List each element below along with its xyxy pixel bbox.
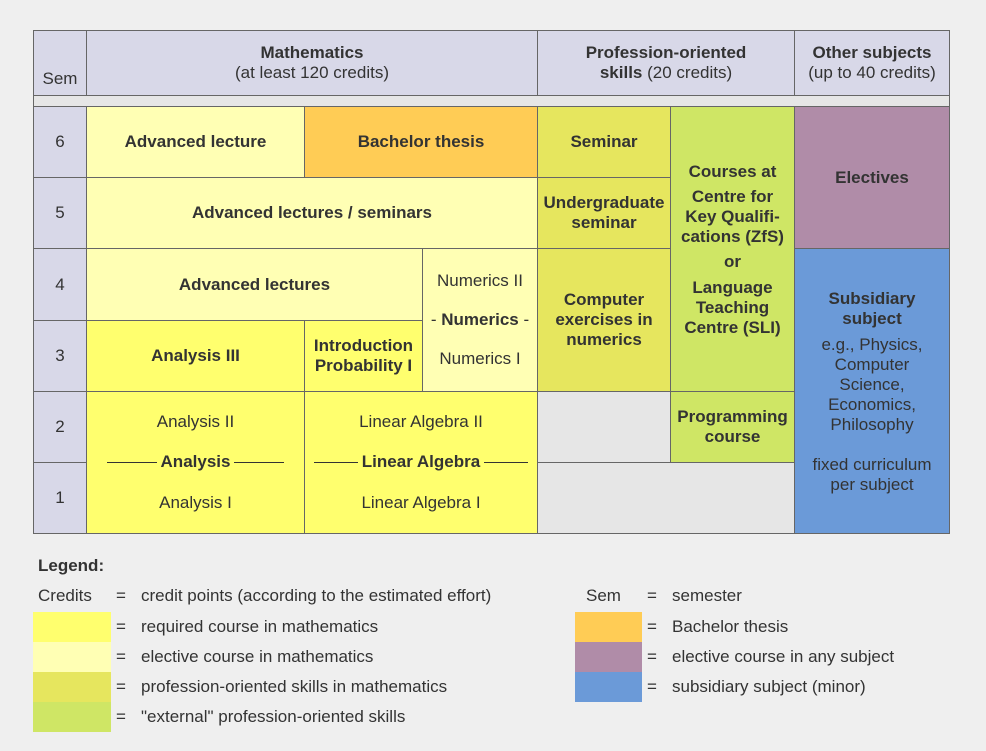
legend-credits-key: Credits <box>38 586 92 605</box>
legend-title: Legend: <box>38 556 105 575</box>
bachelor-thesis-label: Bachelor thesis <box>357 132 485 151</box>
header-sem <box>33 30 87 96</box>
sem-4 <box>33 248 87 321</box>
header-prof-sub: (20 credits) <box>642 63 733 82</box>
empty-cell-1 <box>537 462 795 534</box>
programming-course-cell <box>670 391 795 463</box>
analysis-dash-left <box>107 462 157 463</box>
subsidiary-eg1: e.g., Physics, <box>821 335 923 354</box>
subsidiary-fixed2: per subject <box>830 475 914 494</box>
intro-probability-cell <box>304 320 423 392</box>
sem-3 <box>33 320 87 392</box>
numerics-title: Numerics <box>441 309 519 329</box>
analysis-dash-right <box>234 462 284 463</box>
advanced-lecture-label: Advanced lecture <box>124 132 267 151</box>
legend-sem-key: Sem <box>586 586 621 605</box>
zfs-line7: Centre (SLI) <box>684 318 781 337</box>
legend-sem-val: semester <box>672 586 742 605</box>
zfs-line2: Centre for <box>691 187 774 206</box>
bachelor-thesis-cell <box>304 106 538 178</box>
ug-seminar-line1: Undergraduate <box>543 193 665 212</box>
analysis-iii-cell <box>86 320 305 392</box>
sem-6-label: 6 <box>55 132 65 151</box>
intro-prob-line2: Probability I <box>314 356 413 375</box>
legend-eq-8: = <box>647 647 657 666</box>
adv-lectures-seminars-label: Advanced lectures / seminars <box>191 203 432 222</box>
sem-4-label: 4 <box>55 274 65 294</box>
advanced-lectures-cell <box>86 248 423 321</box>
comp-ex-line1: Computer <box>563 290 645 309</box>
analysis-ii-label: Analysis II <box>156 412 235 432</box>
linalg-dash-left <box>314 462 358 463</box>
analysis-cell <box>86 391 305 534</box>
legend-subsidiary: subsidiary subject (minor) <box>672 677 866 696</box>
advanced-lectures-label: Advanced lectures <box>178 274 331 294</box>
linalg-ii-label: Linear Algebra II <box>359 412 483 432</box>
zfs-line1: Courses at <box>688 162 777 181</box>
header-other-title: Other subjects <box>812 43 932 62</box>
subsidiary-line2: subject <box>842 309 902 328</box>
subsidiary-fixed1: fixed curriculum <box>812 455 932 474</box>
linear-algebra-cell <box>304 391 538 534</box>
header-prof-title: Profession-oriented <box>585 43 747 62</box>
intro-prob-line1: Introduction <box>313 336 414 355</box>
legend-swatch-subsidiary <box>575 672 642 702</box>
programming-line1: Programming <box>677 407 788 426</box>
zfs-line5: Language <box>692 278 773 297</box>
legend-swatch-prof-math <box>33 672 111 702</box>
sem-1-label: 1 <box>55 488 65 507</box>
header-mathematics <box>86 30 538 96</box>
subsidiary-line1: Subsidiary <box>828 289 916 308</box>
sem-5 <box>33 177 87 249</box>
header-other <box>794 30 950 96</box>
sem-2-label: 2 <box>55 417 65 436</box>
seminar-label: Seminar <box>570 132 638 151</box>
analysis-group <box>103 452 289 472</box>
seminar-cell <box>537 106 671 178</box>
legend-external: "external" profession-oriented skills <box>141 707 406 726</box>
header-sem-label: Sem <box>42 69 78 88</box>
legend-eq-5: = <box>116 677 126 696</box>
adv-lectures-seminars-cell <box>86 177 538 249</box>
sem-3-label: 3 <box>55 346 65 365</box>
numerics-cell <box>422 248 538 392</box>
subsidiary-eg2: Computer <box>834 355 910 374</box>
subsidiary-eg4: Economics, <box>828 395 916 414</box>
legend-eq-6: = <box>116 707 126 726</box>
sem-6 <box>33 106 87 178</box>
legend-swatch-any <box>575 642 642 672</box>
legend-eq-2: = <box>647 586 657 605</box>
electives-label: Electives <box>835 168 909 187</box>
analysis-i-label: Analysis I <box>159 492 232 512</box>
programming-line2: course <box>704 427 761 446</box>
legend-prof-math: profession-oriented skills in mathematics <box>141 677 448 696</box>
subsidiary-eg5: Philosophy <box>830 415 914 434</box>
comp-ex-line3: numerics <box>566 330 642 349</box>
header-profession <box>537 30 795 96</box>
legend-eq-4: = <box>116 647 126 666</box>
header-math-sub: (at least 120 credits) <box>234 63 389 82</box>
analysis-title: Analysis <box>160 452 231 472</box>
legend-swatch-external <box>33 702 111 732</box>
zfs-line6: Teaching <box>695 298 770 317</box>
linalg-title: Linear Algebra <box>361 452 481 472</box>
numerics-i-label: Numerics I <box>439 349 521 369</box>
numerics-suffix: - <box>518 309 530 329</box>
legend-required: required course in mathematics <box>141 617 379 636</box>
legend-eq-9: = <box>647 677 657 696</box>
sem-2 <box>33 391 87 463</box>
linalg-group <box>310 452 532 472</box>
header-prof-title2: skills <box>599 63 643 82</box>
undergraduate-seminar-cell <box>537 177 671 249</box>
linalg-i-label: Linear Algebra I <box>361 492 481 512</box>
legend-eq-3: = <box>116 617 126 636</box>
numerics-ii-label: Numerics II <box>437 270 523 290</box>
computer-exercises-cell <box>537 248 671 392</box>
legend-thesis: Bachelor thesis <box>672 617 789 636</box>
ug-seminar-line2: seminar <box>571 213 637 232</box>
legend-elective-any: elective course in any subject <box>672 647 895 666</box>
header-other-sub: (up to 40 credits) <box>808 63 936 82</box>
sem-5-label: 5 <box>55 203 65 222</box>
analysis-iii-label: Analysis III <box>151 346 240 365</box>
advanced-lecture-cell <box>86 106 305 178</box>
legend-elective-math: elective course in mathematics <box>141 647 374 666</box>
header-math-title: Mathematics <box>260 43 364 62</box>
subsidiary-eg3: Science, <box>839 375 905 394</box>
numerics-prefix: - <box>430 309 442 329</box>
comp-ex-line2: exercises in <box>555 310 653 329</box>
zfs-or: or <box>724 252 741 271</box>
legend-swatch-elective <box>33 642 111 672</box>
zfs-line3: Key Qualifi- <box>685 207 780 226</box>
subsidiary-subject-cell <box>794 248 950 534</box>
legend-eq-1: = <box>116 586 126 605</box>
electives-cell <box>794 106 950 249</box>
zfs-line4: cations (ZfS) <box>681 227 784 246</box>
numerics-group-label <box>431 310 529 330</box>
sem-1 <box>33 462 87 534</box>
legend-swatch-required <box>33 612 111 642</box>
zfs-sli-cell <box>670 106 795 392</box>
legend-swatch-thesis <box>575 612 642 642</box>
legend-credits-val: credit points (according to the estimated effort) <box>141 586 492 605</box>
legend-eq-7: = <box>647 617 657 636</box>
empty-cell-2 <box>537 391 671 463</box>
linalg-dash-right <box>484 462 528 463</box>
